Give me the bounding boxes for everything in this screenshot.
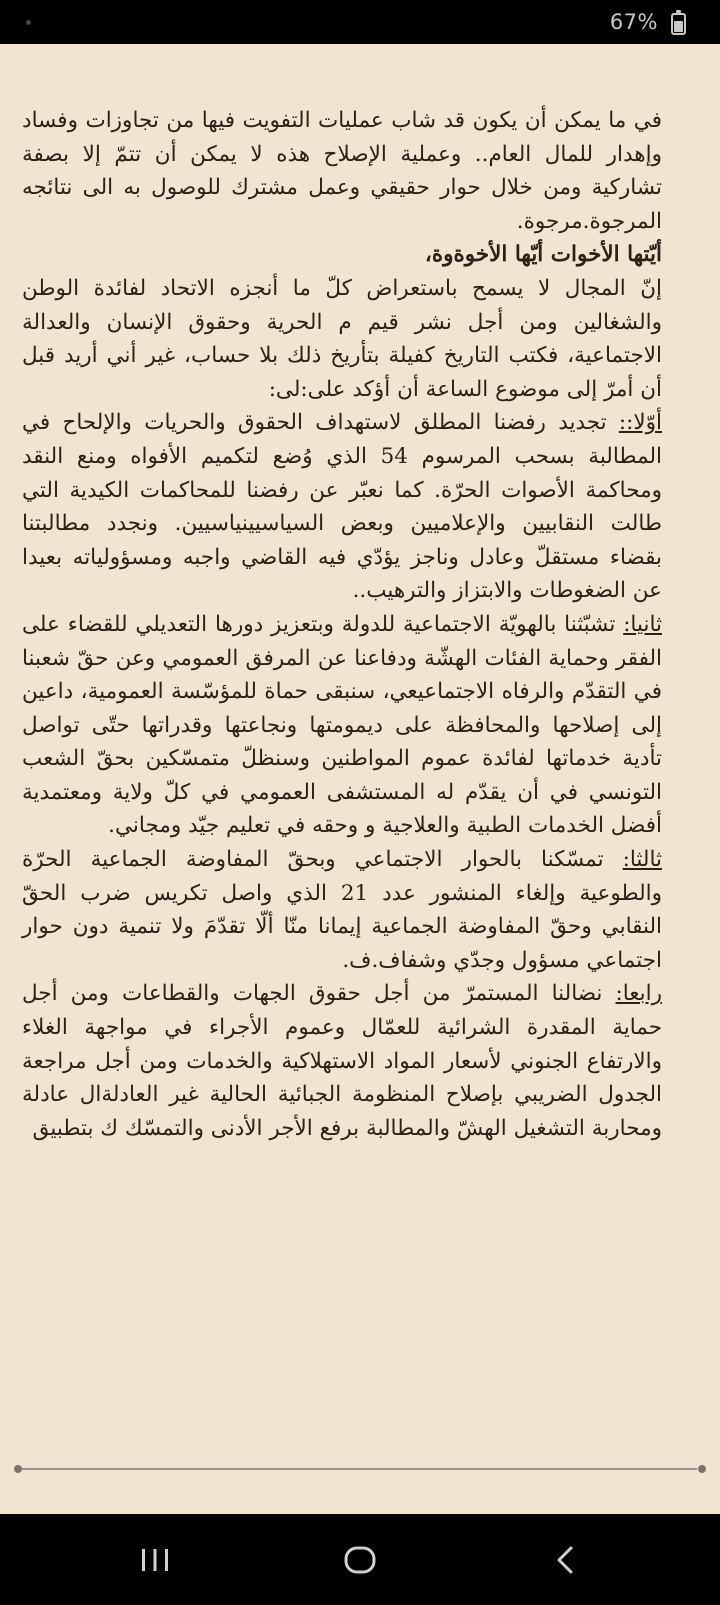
- recents-button[interactable]: [40, 1514, 270, 1605]
- article-text: [22, 104, 662, 1145]
- text-line: الأفواه ومنع النقد ومحاكمة الأصوات الحرّة. كما نعبّر عن: [22, 443, 662, 503]
- home-icon: [344, 1546, 376, 1574]
- back-button[interactable]: [450, 1514, 680, 1605]
- text-line: مواجهة الغلاء والارتفاع الجنوني لأسعار المواد الاستهلاكية: [22, 1015, 662, 1074]
- paragraph-1: [22, 104, 662, 238]
- text-line: في تعليم جيّد ومجاني.: [108, 813, 306, 839]
- text-line: ومن أجل حماية المقدرة الشرائية للعمّال وعموم الأجراء في: [22, 981, 662, 1041]
- point-third: [22, 843, 662, 977]
- back-icon: [554, 1545, 576, 1575]
- progress-end-handle[interactable]: [698, 1465, 706, 1473]
- text-line: الوطن والشغالين ومن أجل نشر قيم م الحرية وحقوق الإنسان: [22, 275, 662, 335]
- text-line: حساب، غير أني أريد قبل أن أمرّ إلى موضوع الساعة أن أؤكد: [22, 343, 662, 402]
- text-line: ولا تنمية دون حوار اجتماعي مسؤول وجدّي وشفاف.ف.: [22, 914, 662, 973]
- text-line: التشغيل الهشّ والمطالبة برفع الأجر الأدنى والتمسّك ك بتطبيق: [32, 1115, 585, 1141]
- salutation-heading: [22, 238, 662, 272]
- text-line: والخدمات ومن أجل مراجعة الجدول الضريبي بإصلاح: [22, 1048, 662, 1108]
- text-line: الحرّة والطوعية وإلغاء المنشور عدد 21 الذي واصل تكريس: [22, 847, 662, 906]
- text-line: وبعض السياسيينياسيين. ونجدد مطالبتنا بقضاء مستقلّ: [22, 511, 662, 570]
- text-line: ضرب الحقّ النقابي وحقّ المفاوضة الجماعية إيمانا منّا ألّا تقدّمَ: [22, 880, 663, 940]
- battery-fill: [674, 21, 683, 32]
- text-line: إنّ المجال لا يسمح باستعراض كلّ ما أنجزه الاتحاد لفائدة: [93, 275, 663, 301]
- text-line: وعادل وناجز يؤدّي فيه القاضي واجبه ومسؤولياته بعيدا عن: [22, 544, 662, 604]
- text-line: تواصل تأدية خدماتها لفائدة عموم المواطنين وسنظلّ متمسّكين: [22, 712, 662, 772]
- point-first: [22, 406, 662, 608]
- battery-percentage: 67%: [609, 10, 658, 34]
- progress-start-handle[interactable]: [14, 1465, 22, 1473]
- ordinal-label: أوّلا::: [618, 410, 662, 436]
- text-line: رفضنا للمحاكمات الكيدية التي طالت النقابيين والإعلاميين: [22, 477, 662, 537]
- home-button[interactable]: [245, 1514, 475, 1605]
- text-line: أيّتها الأخوات أيّها الأخوةوة،: [424, 242, 662, 268]
- reader-page[interactable]: [0, 44, 720, 1514]
- text-line: إصلاحها والمحافظة على ديمومتها ونجاعتها وقدراتها حتّى: [91, 712, 620, 738]
- recents-icon: [140, 1547, 170, 1573]
- battery-icon: [671, 13, 686, 35]
- ordinal-label: رابعا:: [615, 981, 663, 1007]
- status-bar: [0, 0, 720, 44]
- text-line: المنظومة الجبائية الحالية غير العادلةال عادلة ومحاربة: [22, 1082, 662, 1141]
- text-line: الضغوطات والابتزاز والترهيب..: [352, 578, 626, 604]
- navigation-bar: [0, 1514, 720, 1605]
- text-line: تجاوزات وفساد وإهدار للمال العام.. وعملية الإصلاح هذه لا: [22, 108, 662, 167]
- point-fourth: [22, 977, 662, 1145]
- paragraph-2: [22, 272, 662, 406]
- text-line: مشترك للوصول به الى نتائجه المرجوة.مرجوة.: [22, 175, 662, 234]
- text-line: في ما يمكن أن يكون قد شاب عمليات التفويت فيها من: [166, 108, 662, 133]
- text-line: والإلحاح في المطالبة بسحب المرسوم 54 الذي وُضع لتكميم: [22, 410, 663, 469]
- text-line: والعدالة الاجتماعية، فكتب التاريخ كفيلة بتأريخ ذلك بلا: [22, 309, 662, 369]
- text-line: التعديلي للقضاء على الفقر وحماية الفئات الهشّة ودفاعنا عن: [22, 611, 662, 671]
- ordinal-label: ثالثا:: [622, 847, 663, 873]
- text-line: الاجتماعيعي، سنبقى حماة للمؤسّسة العمومية، داعين إلى: [22, 679, 662, 738]
- text-line: يمكن أن تتمّ إلا بصفة تشاركية ومن خلال حوار حقيقي وعمل: [22, 141, 662, 201]
- text-line: نضالنا المستمرّ من أجل حقوق الجهات والقطاعات: [122, 981, 603, 1007]
- text-line: على:لى:: [268, 376, 346, 402]
- notification-dot-icon: [26, 20, 31, 25]
- point-second: [22, 608, 662, 843]
- text-line: كلّ ولاية ومعتمدية أفضل الخدمات الطبية والعلاجية و وحقه: [22, 779, 662, 839]
- text-line: بحقّ الشعب التونسي في أن يقدّم له المستشفى العمومي في: [22, 746, 663, 805]
- ordinal-label: ثانيا:: [623, 611, 662, 637]
- text-line: تجديد رفضنا المطلق لاستهداف الحقوق والحريات: [144, 410, 607, 436]
- text-line: تمسّكنا بالحوار الاجتماعي وبحقّ المفاوضة الجماعية: [90, 847, 604, 873]
- text-line: المرفق العمومي وعن حقّ شعبنا في التقدّم والرفاه: [22, 645, 662, 705]
- text-line: تشبّثنا بالهويّة الاجتماعية للدولة وبتعزيز دورها: [214, 611, 616, 637]
- reading-progress-track[interactable]: [20, 1468, 697, 1470]
